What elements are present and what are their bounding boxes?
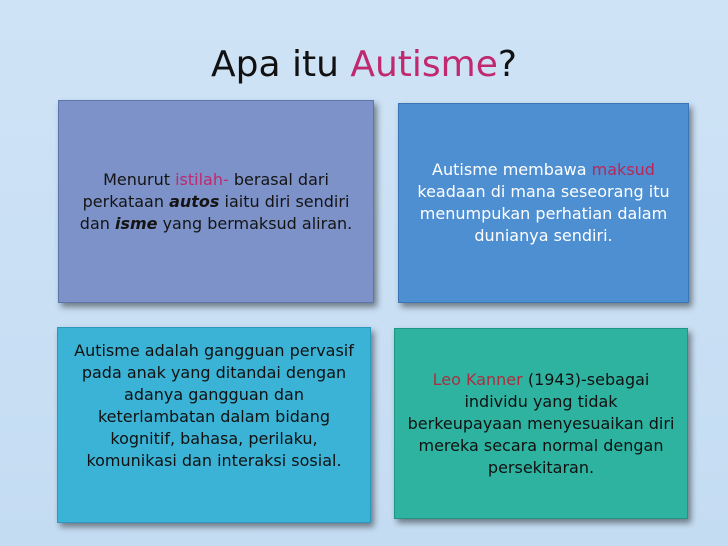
- definition-box-disorder: [57, 327, 371, 523]
- box1-term-isme: isme: [114, 213, 158, 233]
- box2-t3: keadaan di mana seseorang itu menumpukan perhatian dalam dunianya sendiri.: [417, 182, 670, 245]
- definition-box-kanner: [394, 328, 688, 519]
- title-prefix: Apa itu: [210, 44, 351, 85]
- box2-t1: Autisme membawa: [432, 160, 592, 179]
- box1-t1: Menurut: [103, 169, 176, 189]
- box4-t2: (1943)-sebagai individu yang tidak berkeupayaan menyesuaikan diri mereka secara normal dengan persekitaran.: [407, 369, 675, 477]
- title-accent: Autisme: [350, 44, 498, 85]
- box2-text: [409, 159, 678, 247]
- box2-term-maksud: maksud: [591, 160, 655, 179]
- box3-text: Autisme adalah gangguan pervasif pada anak yang ditandai dengan adanya gangguan dan keterlambatan dalam bidang kognitif, bahasa, perilaku, komunikasi dan interaksi sosial.: [74, 341, 354, 470]
- box4-text: [405, 369, 677, 479]
- box1-text: [69, 169, 363, 235]
- box1-term-autos: autos: [169, 191, 220, 211]
- slide-title: [0, 44, 728, 85]
- definition-box-meaning: [398, 103, 689, 303]
- box1-t7: yang bermaksud aliran.: [157, 213, 353, 233]
- box1-t3: berasal dari perkataan: [82, 169, 329, 211]
- definition-box-etymology: [58, 100, 374, 303]
- box1-term-istilah: istilah-: [175, 169, 229, 189]
- title-suffix: ?: [497, 44, 517, 85]
- box4-name-leo-kanner: Leo Kanner: [432, 369, 523, 389]
- box1-t5: iaitu diri sendiri dan: [79, 191, 350, 233]
